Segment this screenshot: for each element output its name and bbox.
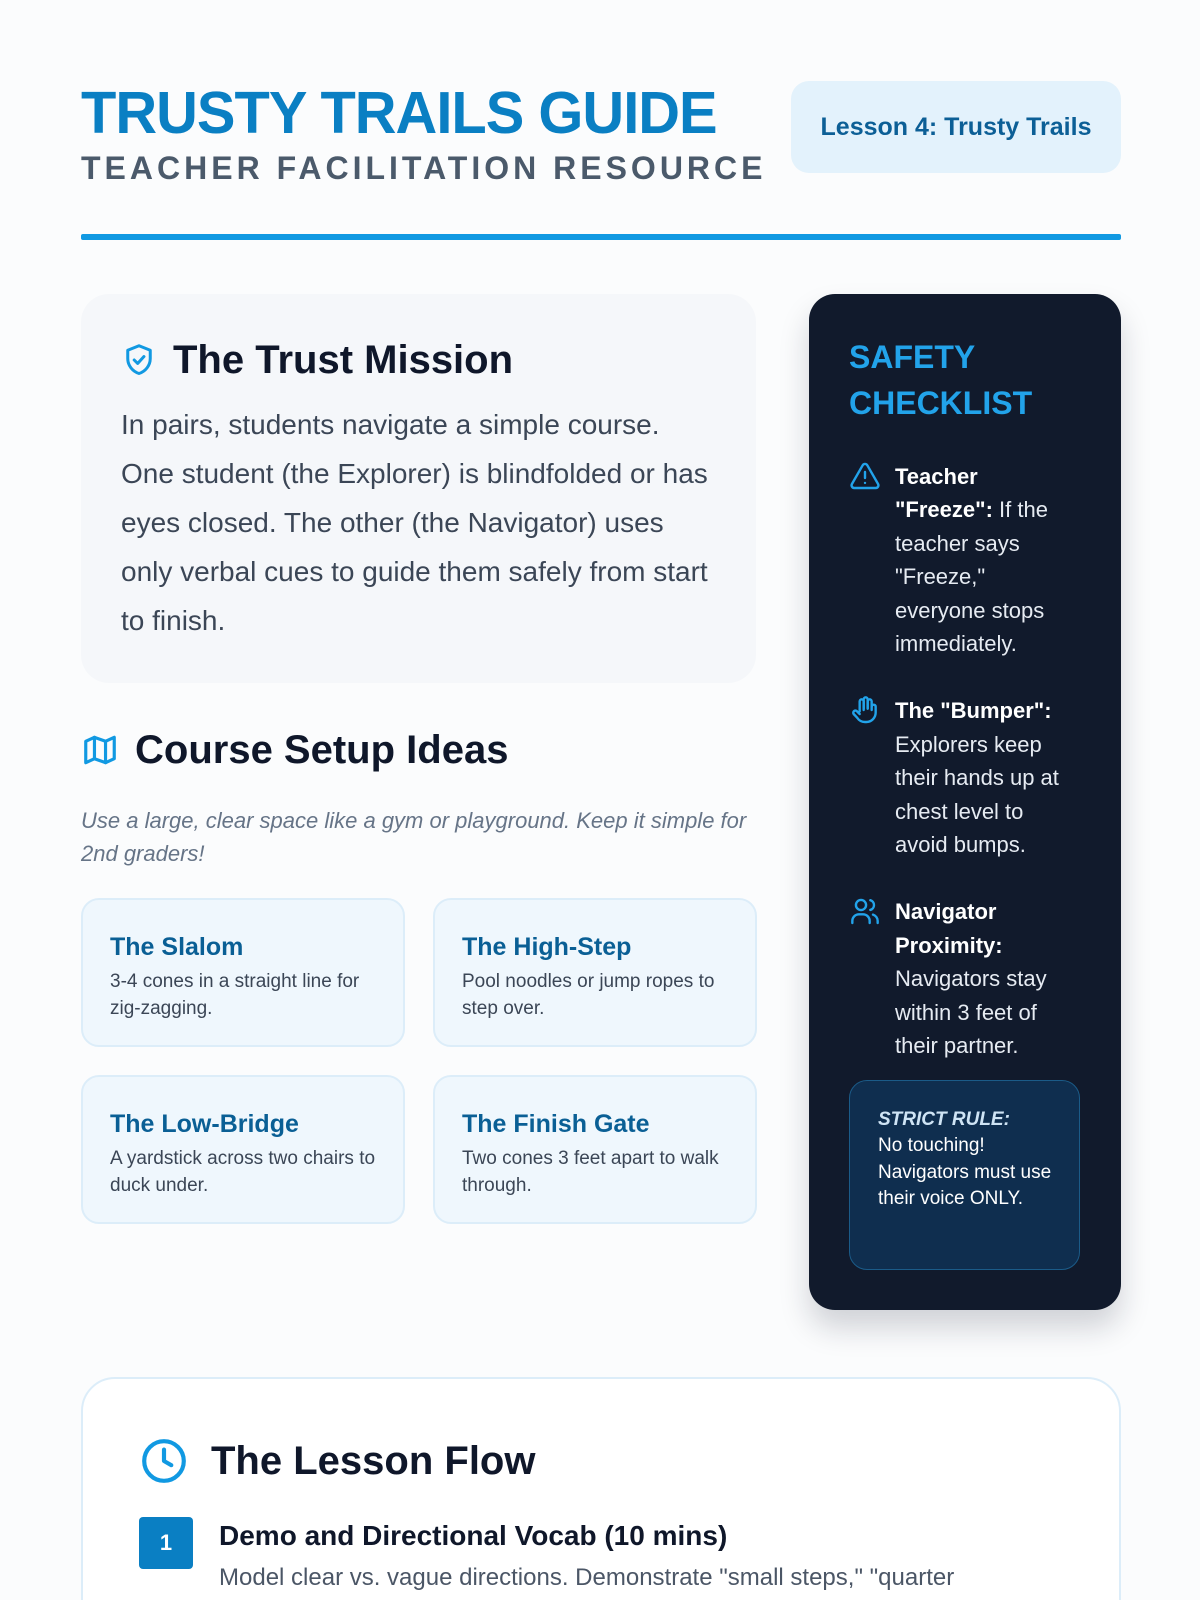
lesson-flow-card: [81, 1377, 1121, 1600]
lesson-flow-header: [139, 1435, 1063, 1487]
safety-rule-bumper: [849, 694, 1085, 861]
idea-card-low-bridge: [81, 1075, 405, 1224]
map-icon: [81, 731, 119, 769]
safety-rule-text: [895, 694, 1080, 861]
step-description: Model clear vs. vague directions. Demonstrate "small steps," "quarter: [219, 1564, 955, 1591]
hand-icon: [849, 694, 881, 726]
idea-title: The Slalom: [110, 933, 244, 961]
idea-card-finish-gate: [433, 1075, 757, 1224]
safety-checklist-panel: [809, 294, 1121, 1310]
step-content: [219, 1517, 954, 1595]
idea-description: Two cones 3 feet apart to walk through.: [462, 1148, 719, 1196]
idea-card-high-step: [433, 898, 757, 1047]
strict-rule-box: [849, 1080, 1080, 1270]
setup-title: Course Setup Ideas: [135, 727, 509, 772]
idea-title: The High-Step: [462, 933, 632, 961]
safety-rule-text: [895, 460, 1080, 660]
safety-title: SAFETY CHECKLIST: [849, 339, 1033, 421]
strict-rule-text: No touching! Navigators must use their voice ONLY.: [878, 1135, 1052, 1210]
safety-rule-detail: If the teacher says "Freeze," everyone stops immediately.: [895, 497, 1048, 657]
mission-description: In pairs, students navigate a simple course. One student (the Explorer) is blindfolded or has eyes closed. The other (the Navigator) uses only verbal cues to guide them safely from start to finish.: [121, 409, 708, 636]
setup-header: [81, 722, 508, 778]
idea-description: A yardstick across two chairs to duck under.: [110, 1148, 376, 1196]
idea-description: Pool noodles or jump ropes to step over.: [462, 971, 715, 1019]
safety-rule-heading: Teacher "Freeze":: [895, 464, 993, 523]
safety-rule-freeze: [849, 460, 1085, 660]
clock-icon: [139, 1436, 189, 1486]
idea-title: The Low-Bridge: [110, 1110, 299, 1138]
idea-title: The Finish Gate: [462, 1110, 650, 1138]
page-subtitle: TEACHER FACILITATION RESOURCE: [81, 150, 767, 186]
safety-rule-heading: Navigator Proximity:: [895, 899, 1003, 958]
lesson-badge: Lesson 4: Trusty Trails: [791, 81, 1121, 173]
mission-card: [81, 294, 756, 683]
page-header: [81, 80, 1121, 186]
users-icon: [849, 895, 881, 927]
safety-rule-detail: Navigators stay within 3 feet of their partner.: [895, 966, 1047, 1059]
strict-rule-label: STRICT RULE:: [878, 1109, 1010, 1130]
setup-note: Use a large, clear space like a gym or playground. Keep it simple for 2nd graders!: [81, 808, 747, 866]
idea-description: 3-4 cones in a straight line for zig-zagging.: [110, 971, 360, 1019]
step-number-badge: 1: [139, 1517, 193, 1569]
idea-card-slalom: [81, 898, 405, 1047]
safety-rule-detail: Explorers keep their hands up at chest level to avoid bumps.: [895, 731, 1059, 858]
safety-rule-heading: The "Bumper":: [895, 698, 1052, 724]
mission-title: The Trust Mission: [173, 337, 514, 382]
lesson-flow-title: The Lesson Flow: [211, 1438, 536, 1483]
page-title: TRUSTY TRAILS GUIDE: [81, 80, 717, 146]
warning-icon: [849, 460, 881, 492]
step-title: Demo and Directional Vocab (10 mins): [219, 1520, 728, 1551]
safety-rule-text: [895, 895, 1080, 1062]
safety-rule-proximity: [849, 895, 1085, 1062]
header-divider: [81, 234, 1121, 240]
lesson-step: [139, 1517, 1063, 1595]
mission-header: [121, 334, 716, 386]
shield-check-icon: [121, 342, 157, 378]
